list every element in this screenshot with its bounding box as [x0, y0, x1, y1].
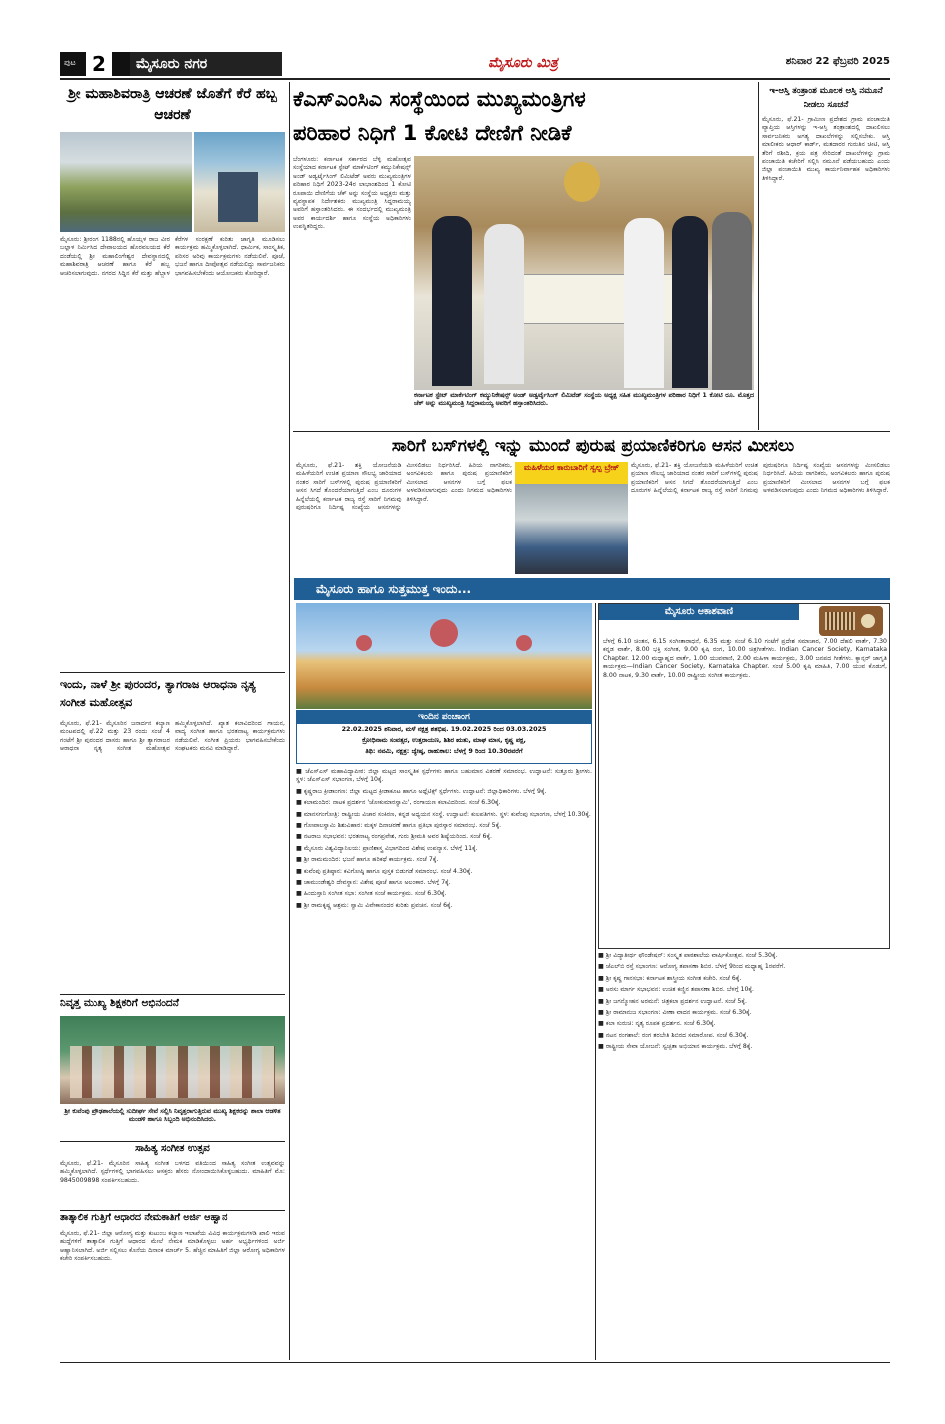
bus-inset-label: ಮಹಿಳೆಯರ ಕಾರುಬಾರಿಗೆ ಸ್ವಲ್ಪ ಬ್ರೇಕ್: [515, 462, 628, 484]
person-2: [484, 224, 524, 384]
recruitment-headline: ತಾತ್ಕಾಲಿಕ ಗುತ್ತಿಗೆ ಆಧಾರದ ನೇಮಕಾತಿಗೆ ಅರ್ಜಿ ಆಹ್ವಾನ: [60, 1212, 228, 1223]
column-rule-right: [758, 82, 759, 430]
masthead-rule: [60, 78, 890, 80]
group-people: [70, 1046, 275, 1098]
panchanga-box: [296, 710, 592, 764]
paper-name: ಮೈಸೂರು ಮಿತ್ರ: [488, 55, 558, 71]
event-item: ■ ರಾಷ್ಟ್ರೀಯ ಸೇವಾ ಯೋಜನೆ: ಸ್ವಚ್ಛತಾ ಅಭಿಯಾನ ಕಾರ್ಯಕ್ರಮ. ಬೆಳಗ್ಗೆ 8ಕ್ಕೆ.: [598, 1043, 753, 1051]
panchanga-title: ಇಂದಿನ ಪಂಚಾಂಗ: [297, 711, 591, 724]
sahitya-body: ಮೈಸೂರು, ಫೆ.21- ಮೈಸೂರಿನ ಸಾಹಿತ್ಯ ಸಂಗೀತ ಬಳಗದ ವತಿಯಿಂದ ಸಾಹಿತ್ಯ ಸಂಗೀತ ಉತ್ಸವವನ್ನು ಹಮ್ಮಿಕೊಳ್ಳಲಾಗಿದೆ. ಸ್ಪರ್ಧೆಗಳಲ್ಲಿ ಭಾಗವಹಿಸಲು ಆಸಕ್ತರು ಹೆಸರು ನೋಂದಾಯಿಸಿಕೊಳ್ಳಬಹುದು. ಮಾಹಿತಿಗೆ ಮೊ: 9845009898 ಸಂಪರ್ಕಿಸಬಹುದು.: [60, 1160, 285, 1184]
felicitation-caption: ಶ್ರೀ ಕುವೆಂಪು ಪ್ರೌಢಶಾಲೆಯಲ್ಲಿ ಸುದೀರ್ಘ ಸೇವೆ ಸಲ್ಲಿಸಿ ನಿವೃತ್ತರಾಗುತ್ತಿರುವ ಮುಖ್ಯ ಶಿಕ್ಷಕರನ್ನು ಶಾಲಾ ಆಡಳಿತ ಮಂಡಳಿ ಹಾಗೂ ಸಿಬ್ಬಂದಿ ಅಭಿನಂದಿಸಿದರು.: [64, 1107, 281, 1124]
palace-dome-left: [356, 635, 372, 651]
event-item: ■ ಶ್ರೀ ರಾಮಾನುಜ ಸಭಾಂಗಣ: ವೀಣಾ ವಾದನ ಕಾರ್ಯಕ್ರಮ. ಸಂಜೆ 6.30ಕ್ಕೆ.: [598, 1009, 752, 1017]
person-4: [672, 216, 708, 388]
event-item: ■ ಕಲಾ ಸುರುಚಿ: ನೃತ್ಯ ರೂಪಕ ಪ್ರದರ್ಶನ. ಸಂಜೆ 6.30ಕ್ಕೆ.: [598, 1020, 716, 1028]
event-item: ■ ಜೆಎಸ್‌ಎಸ್ ಮಹಾವಿದ್ಯಾಪೀಠ: ಜಿಲ್ಲಾ ಮಟ್ಟದ ಸಾಂಸ್ಕೃತಿಕ ಸ್ಪರ್ಧೆಗಳು ಹಾಗೂ ಬಹುಮಾನ ವಿತರಣೆ ಸಮಾರಂಭ. ಉದ್ಘಾಟನೆ: ಸುತ್ತೂರು ಶ್ರೀಗಳು. ಸ್ಥಳ: ಜೆಎಸ್‌ಎಸ್ ಸಭಾಂಗಣ, ಬೆಳಗ್ಗೆ 10ಕ್ಕೆ.: [296, 768, 592, 784]
bus-photo: [515, 484, 628, 574]
event-item: ■ ಶ್ರೀ ವಿದ್ಯಾತೀರ್ಥ ಫೌಂಡೇಷನ್: ಸಂಸ್ಕೃತ ಪಾಠಶಾಲೆಯ ವಾರ್ಷಿಕೋತ್ಸವ. ಸಂಜೆ 5.30ಕ್ಕೆ.: [598, 952, 778, 959]
bus-headline: ಸಾರಿಗೆ ಬಸ್‌ಗಳಲ್ಲಿ ಇನ್ನು ಮುಂದೆ ಪುರುಷ ಪ್ರಯಾಣಿಕರಿಗೂ ಆಸನ ಮೀಸಲು: [391, 436, 795, 456]
palace-dome-right: [516, 635, 532, 651]
palace-dome: [430, 619, 458, 647]
event-item: ■ ಅರಸು ಮಾರ್ಗ ಸಭಾಭವನ: ಉಚಿತ ಕಣ್ಣಿನ ತಪಾಸಣಾ ಶಿಬಿರ. ಬೆಳಗ್ಗೆ 10ಕ್ಕೆ.: [598, 986, 755, 994]
section-title: [130, 52, 282, 76]
page-label: ಪುಟ: [64, 58, 76, 67]
events-list-left: [296, 768, 592, 1360]
felicitation-photo: [60, 1016, 285, 1104]
temple-photo: [194, 132, 285, 232]
person-left: [432, 216, 472, 386]
paper-logo: [468, 52, 578, 74]
left-divider-4: [60, 1210, 285, 1211]
event-item: ■ ಕುವೆಂಪು ಪ್ರತಿಷ್ಠಾನ: ಕವಿಗೋಷ್ಠಿ ಹಾಗೂ ಪುಸ್ತಕ ಬಿಡುಗಡೆ ಸಮಾರಂಭ. ಸಂಜೆ 4.30ಕ್ಕೆ.: [296, 867, 473, 875]
radio-icon: [819, 606, 883, 636]
radio-schedule: ಬೆಳಗ್ಗೆ 6.10 ಚಿಂತನ, 6.15 ಸಂಗೀತಾರಾಧನೆ, 6.35 ಮತ್ತು ಸಂಜೆ 6.10 ಗಂಟೆಗೆ ಪ್ರದೇಶ ಸಮಾಚಾರ, 7.00 ದೆಹಲಿ ವಾರ್ತೆ, 7.30 ಕನ್ನಡ ವಾರ್ತೆ, 8.00 ಭಕ್ತಿ ಸಂಗೀತ, 9.00 ಕೃಷಿ ರಂಗ, 10.00 ಚಿತ್ರಗೀತೆಗಳು. Indian Cancer Society, Karnataka Chapter. 12.00 ಮಧ್ಯಾಹ್ನದ ವಾರ್ತೆ, 1.00 ಯುವವಾಣಿ, 2.00 ಮಹಿಳಾ ಕಾರ್ಯಕ್ರಮ, 3.00 ಜನಪದ ಗೀತೆಗಳು. ಕ್ಯಾನ್ಸರ್ ಜಾಗೃತಿ ಕಾರ್ಯಕ್ರಮ—Indian Cancer Society, Karnataka Chapter. ಸಂಜೆ 5.00 ಕೃಷಿ ಮಾಹಿತಿ, 7.00 ಯುವ ಕೊಡುಗೆ, 8.00 ನಾಟಕ, 9.30 ವಾರ್ತೆ, 10.00 ರಾಷ್ಟ್ರೀಯ ಸಂಗೀತ ಕಾರ್ಯಕ್ರಮ.: [603, 638, 887, 679]
recruitment-body: ಮೈಸೂರು, ಫೆ.21- ಜಿಲ್ಲಾ ಆರೋಗ್ಯ ಮತ್ತು ಕುಟುಂಬ ಕಲ್ಯಾಣ ಇಲಾಖೆಯ ವಿವಿಧ ಕಾರ್ಯಕ್ರಮಗಳಡಿ ಖಾಲಿ ಇರುವ ಹುದ್ದೆಗಳಿಗೆ ತಾತ್ಕಾಲಿಕ ಗುತ್ತಿಗೆ ಆಧಾರದ ಮೇಲೆ ನೇಮಕ ಮಾಡಿಕೊಳ್ಳಲು ಅರ್ಹ ಅಭ್ಯರ್ಥಿಗಳಿಂದ ಅರ್ಜಿ ಆಹ್ವಾನಿಸಲಾಗಿದೆ. ಅರ್ಜಿ ಸಲ್ಲಿಸಲು ಕೊನೆಯ ದಿನಾಂಕ ಮಾರ್ಚ್ 5. ಹೆಚ್ಚಿನ ಮಾಹಿತಿಗೆ ಜಿಲ್ಲಾ ಆರೋಗ್ಯ ಅಧಿಕಾರಿಗಳ ಕಚೇರಿ ಸಂಪರ್ಕಿಸಬಹುದು.: [60, 1230, 285, 1263]
date-text: ಶನಿವಾರ 22 ಫೆಬ್ರವರಿ 2025: [785, 56, 890, 67]
event-item: ■ ಶ್ರೀ ರಾಮಕೃಷ್ಣ ಆಶ್ರಮ: ಸ್ವಾಮಿ ವಿವೇಕಾನಂದರ ಕುರಿತು ಪ್ರವಚನ. ಸಂಜೆ 6ಕ್ಕೆ.: [296, 901, 453, 909]
radio-speaker-icon: [825, 612, 855, 630]
sahitya-headline: ಸಾಹಿತ್ಯ ಸಂಗೀತ ಉತ್ಸವ: [135, 1143, 210, 1154]
lead-body: ಬೆಂಗಳೂರು: ಕರ್ನಾಟಕ ಸರ್ಕಾರದ ಬೆಳ್ಳಿ ಮಹೋತ್ಸವ ಸಂಸ್ಥೆಯಾದ ಕರ್ನಾಟಕ ಸ್ಟೇಟ್ ಮಾರ್ಕೆಟಿಂಗ್ ಕಮ್ಯುನಿಕೇಷನ್ಸ್ ಅಂಡ್ ಅಡ್ವರ್ಟೈಸಿಂಗ್ ಲಿಮಿಟೆಡ್ ಅವರು ಮುಖ್ಯಮಂತ್ರಿಗಳ ಪರಿಹಾರ ನಿಧಿಗೆ 2023-24ರ ಲಾಭಾಂಶದಿಂದ 1 ಕೋಟಿ ರೂಪಾಯಿ ದೇಣಿಗೆಯ ಚೆಕ್ ಅನ್ನು ಸಂಸ್ಥೆಯ ಅಧ್ಯಕ್ಷರು ಮತ್ತು ವ್ಯವಸ್ಥಾಪಕ ನಿರ್ದೇಶಕರು ಮುಖ್ಯಮಂತ್ರಿ ಸಿದ್ದರಾಮಯ್ಯ ಅವರಿಗೆ ಹಸ್ತಾಂತರಿಸಿದರು. ಈ ಸಂದರ್ಭದಲ್ಲಿ ಮುಖ್ಯಮಂತ್ರಿ ಅವರ ಕಾರ್ಯದರ್ಶಿ ಹಾಗೂ ಸಂಸ್ಥೆಯ ಅಧಿಕಾರಿಗಳು ಉಪಸ್ಥಿತರಿದ್ದರು.: [293, 156, 411, 231]
emblem: [564, 162, 600, 202]
lead-headline: ಕೆಎಸ್‌ಎಂಸಿಎ ಸಂಸ್ಥೆಯಿಂದ ಮುಖ್ಯಮಂತ್ರಿಗಳ ಪರಿಹಾರ ನಿಧಿಗೆ 1 ಕೋಟಿ ದೇಣಿಗೆ ನೀಡಿಕೆ: [293, 87, 586, 145]
event-item: ■ ಶ್ರೀ ಜಗನ್ಮೋಹನ ಅರಮನೆ: ಚಿತ್ರಕಲಾ ಪ್ರದರ್ಶನ ಉದ್ಘಾಟನೆ. ಸಂಜೆ 5ಕ್ಕೆ.: [598, 997, 747, 1005]
event-item: ■ ನಟನ ರಂಗಶಾಲೆ: ರಂಗ ತರಬೇತಿ ಶಿಬಿರದ ಸಮಾರೋಪ. ಸಂಜೆ 6.30ಕ್ಕೆ.: [598, 1031, 749, 1039]
section-label: ಮೈಸೂರು ನಗರ: [136, 56, 208, 72]
event-item: ■ ಚಾಮುಂಡೇಶ್ವರಿ ದೇವಸ್ಥಾನ: ವಿಶೇಷ ಪೂಜೆ ಹಾಗೂ ಅಲಂಕಾರ. ಬೆಳಗ್ಗೆ 7ಕ್ಕೆ.: [296, 879, 451, 887]
left-divider-1: [60, 672, 285, 673]
events-list-right: [598, 952, 890, 1360]
event-item: ■ ಕೃಷ್ಣರಾಜ ಕ್ರೀಡಾಂಗಣ: ಜಿಲ್ಲಾ ಮಟ್ಟದ ಕ್ರೀಡಾಕೂಟ ಹಾಗೂ ಅಥ್ಲೆಟಿಕ್ಸ್ ಸ್ಪರ್ಧೆಗಳು. ಉದ್ಘಾಟನೆ: ಜಿಲ್ಲಾಧಿಕಾರಿಗಳು. ಬೆಳಗ್ಗೆ 9ಕ್ಕೆ.: [296, 787, 547, 795]
event-item: ■ ನಟರಾಜ ಸಭಾಭವನ: ಭರತನಾಟ್ಯ ರಂಗಪ್ರವೇಶ, ಗುರು ಶ್ರೀಮತಿ ಅವರ ಶಿಷ್ಯೆಯರಿಂದ. ಸಂಜೆ 6ಕ್ಕೆ.: [296, 833, 493, 841]
issue-date: [725, 56, 890, 74]
panchanga-line-2: ಕ್ರೋಧಿನಾಮ ಸಂವತ್ಸರ, ಉತ್ತರಾಯಣ, ಶಿಶಿರ ಋತು, ಮಾಘ ಮಾಸ, ಕೃಷ್ಣ ಪಕ್ಷ,: [362, 736, 526, 744]
events-banner: ಮೈಸೂರು ಹಾಗೂ ಸುತ್ತಮುತ್ತ ಇಂದು...: [294, 578, 890, 600]
palace-photo: [296, 603, 592, 709]
event-item: ■ ಗೋಪಾಲಸ್ವಾಮಿ ಶಿಶುವಿಹಾರ: ಮಕ್ಕಳ ದಿನಾಚರಣೆ ಹಾಗೂ ಪ್ರತಿಭಾ ಪುರಸ್ಕಾರ ಸಮಾರಂಭ. ಸಂಜೆ 5ಕ್ಕೆ.: [296, 822, 502, 830]
page-bottom-rule: [60, 1362, 890, 1363]
divider-bus: [293, 431, 890, 432]
event-item: ■ ಕಲಾಮಂದಿರ: ನಾಟಕ ಪ್ರದರ್ಶನ 'ಜೋಕುಮಾರಸ್ವಾಮಿ', ರಂಗಾಯಣ ಕಲಾವಿದರಿಂದ. ಸಂಜೆ 6.30ಕ್ಕೆ.: [296, 799, 501, 807]
panchanga-line-1: 22.02.2025 ಶನಿವಾರ, ಮಳೆ ನಕ್ಷತ್ರ ಶತಭಿಷ. 19.02.2025 ರಿಂದ 03.03.2025: [341, 725, 547, 733]
person-3: [624, 218, 664, 388]
event-item: ■ ಜೆಎಲ್‌ಬಿ ರಸ್ತೆ ಸಭಾಂಗಣ: ಆರೋಗ್ಯ ತಪಾಸಣಾ ಶಿಬಿರ. ಬೆಳಗ್ಗೆ 9ರಿಂದ ಮಧ್ಯಾಹ್ನ 1ರವರೆಗೆ.: [598, 963, 786, 971]
radio-dial-icon: [861, 614, 875, 628]
music-festival-body: ಮೈಸೂರು, ಫೆ.21- ಮೈಸೂರಿನ ಜನಾರ್ದನ ಕಲ್ಯಾಣ ಮಂಟಪದಲ್ಲಿ ಫೆ.22 ಮತ್ತು 23 ರಂದು ಸಂಜೆ 4 ಗಂಟೆಗೆ ಶ್ರೀ ಪುರಂದರ ದಾಸರು ಹಾಗೂ ಶ್ರೀ ತ್ಯಾಗರಾಜರ ಆರಾಧನಾ ನೃತ್ಯ ಸಂಗೀತ ಮಹೋತ್ಸವ ಹಮ್ಮಿಕೊಳ್ಳಲಾಗಿದೆ. ಖ್ಯಾತ ಕಲಾವಿದರಿಂದ ಗಾಯನ, ವಾದ್ಯ ಸಂಗೀತ ಹಾಗೂ ಭರತನಾಟ್ಯ ಕಾರ್ಯಕ್ರಮಗಳು ನಡೆಯಲಿವೆ. ಸಂಗೀತ ಪ್ರಿಯರು ಭಾಗವಹಿಸಬೇಕೆಂದು ಸಂಘಟಕರು ಮನವಿ ಮಾಡಿದ್ದಾರೆ.: [60, 720, 285, 753]
event-item: ■ ಶ್ರೀ ಕೃಷ್ಣ ಗಾನಸಭಾ: ಕರ್ನಾಟಕ ಶಾಸ್ತ್ರೀಯ ಸಂಗೀತ ಕಚೇರಿ. ಸಂಜೆ 6ಕ್ಕೆ.: [598, 974, 742, 982]
page-number: 2: [86, 52, 112, 76]
event-item: ■ ಶ್ರೀ ರಾಮಮಂದಿರ: ಭಜನೆ ಹಾಗೂ ಹರಿಕಥೆ ಕಾರ್ಯಕ್ರಮ. ಸಂಜೆ 7ಕ್ಕೆ.: [296, 856, 439, 864]
events-column-rule: [595, 603, 596, 1360]
event-item: ■ ಹಿಂದುಸ್ತಾನಿ ಸಂಗೀತ ಸಭಾ: ಸಂಗೀತ ಸಂಜೆ ಕಾರ್ಯಕ್ರಮ. ಸಂಜೆ 6.30ಕ್ಕೆ.: [296, 890, 447, 898]
bus-body-left: ಮೈಸೂರು, ಫೆ.21- ಶಕ್ತಿ ಯೋಜನೆಯಡಿ ಮಹಿಳೆಯರಿಗೆ ಉಚಿತ ಪ್ರಯಾಣ ಸೌಲಭ್ಯ ಜಾರಿಯಾದ ನಂತರ ಸಾರಿಗೆ ಬಸ್‌ಗಳಲ್ಲಿ ಪುರುಷ ಪ್ರಯಾಣಿಕರಿಗೆ ಆಸನ ಸಿಗದೆ ತೊಂದರೆಯಾಗುತ್ತಿದೆ ಎಂಬ ದೂರುಗಳ ಹಿನ್ನೆಲೆಯಲ್ಲಿ ಕರ್ನಾಟಕ ರಾಜ್ಯ ರಸ್ತೆ ಸಾರಿಗೆ ನಿಗಮವು ಪುರುಷರಿಗೂ ನಿರ್ದಿಷ್ಟ ಸಂಖ್ಯೆಯ ಆಸನಗಳನ್ನು ಮೀಸಲಿಡಲು ನಿರ್ಧರಿಸಿದೆ. ಹಿರಿಯ ನಾಗರಿಕರು, ಅಂಗವಿಕಲರು ಹಾಗೂ ಪುರುಷ ಪ್ರಯಾಣಿಕರಿಗೆ ಮೀಸಲಾದ ಆಸನಗಳ ಬಗ್ಗೆ ಫಲಕ ಅಳವಡಿಸಲಾಗುವುದು ಎಂದು ನಿಗಮದ ಅಧಿಕಾರಿಗಳು ತಿಳಿಸಿದ್ದಾರೆ.: [296, 462, 512, 512]
radio-box: [598, 603, 890, 949]
shivaratri-headline: ಶ್ರೀ ಮಹಾಶಿವರಾತ್ರಿ ಆಚರಣೆ ಜೊತೆಗೆ ಕೆರೆ ಹಬ್ಬ ಆಚರಣೆ: [68, 86, 277, 123]
e-asthi-body: ಮೈಸೂರು, ಫೆ.21- ಗ್ರಾಮೀಣ ಪ್ರದೇಶದ ಗ್ರಾಮ ಪಂಚಾಯಿತಿ ವ್ಯಾಪ್ತಿಯ ಆಸ್ತಿಗಳನ್ನು ಇ-ಆಸ್ತಿ ತಂತ್ರಾಂಶದಲ್ಲಿ ದಾಖಲಿಸಲು ಸಾರ್ವಜನಿಕರು ಅಗತ್ಯ ದಾಖಲೆಗಳನ್ನು ಸಲ್ಲಿಸಬೇಕು. ಆಸ್ತಿ ಮಾಲೀಕರು ಆಧಾರ್ ಕಾರ್ಡ್, ಮತದಾರರ ಗುರುತಿನ ಚೀಟಿ, ಆಸ್ತಿ ತೆರಿಗೆ ರಶೀದಿ, ಕ್ರಯ ಪತ್ರ ಸೇರಿದಂತೆ ದಾಖಲೆಗಳನ್ನು ಗ್ರಾಮ ಪಂಚಾಯಿತಿ ಕಚೇರಿಗೆ ಸಲ್ಲಿಸಿ ನಮೂನೆ ಪಡೆಯಬಹುದು ಎಂದು ಜಿಲ್ಲಾ ಪಂಚಾಯಿತಿ ಮುಖ್ಯ ಕಾರ್ಯನಿರ್ವಾಹಕ ಅಧಿಕಾರಿಗಳು ತಿಳಿಸಿದ್ದಾರೆ.: [762, 116, 890, 182]
lead-photo: [414, 156, 754, 390]
event-item: ■ ಮೈಸೂರು ವಿಶ್ವವಿದ್ಯಾನಿಲಯ: ಪ್ರಾಣಿಶಾಸ್ತ್ರ ವಿಭಾಗದಿಂದ ವಿಶೇಷ ಉಪನ್ಯಾಸ. ಬೆಳಗ್ಗೆ 11ಕ್ಕೆ.: [296, 844, 478, 852]
teacher-headline: ನಿವೃತ್ತ ಮುಖ್ಯ ಶಿಕ್ಷಕರಿಗೆ ಅಭಿನಂದನೆ: [60, 997, 179, 1009]
shivaratri-body: ಮೈಸೂರು: ಶ್ರೀರಂಗ 1188ರಲ್ಲಿ ಹೊಯ್ಸಳ ರಾಜ ವೀರ ಬಲ್ಲಾಳ ನಿರ್ಮಿಸಿದ ದೇವಾಲಯದ ಹೊರವಲಯದ ಕೆರೆ ದಂಡೆಯಲ್ಲಿ ಶ್ರೀ ಮಹಾಲಿಂಗೇಶ್ವರ ದೇವಸ್ಥಾನದಲ್ಲಿ ಮಹಾಶಿವರಾತ್ರಿ ಆಚರಣೆ ಹಾಗೂ ಕೆರೆ ಹಬ್ಬ ಆಚರಿಸಲಾಗುವುದು. ನಗರದ ಸಿದ್ದಿನ ಕೆರೆ ಮತ್ತು ಹೆಬ್ಬಾಳ ಕೆರೆಗಳ ಸಂರಕ್ಷಣೆ ಕುರಿತು ಜಾಗೃತಿ ಮೂಡಿಸಲು ಕಾರ್ಯಕ್ರಮ ಹಮ್ಮಿಕೊಳ್ಳಲಾಗಿದೆ. ಧಾರ್ಮಿಕ, ಸಾಂಸ್ಕೃತಿಕ, ಪರಿಸರ ಅರಿವು ಕಾರ್ಯಕ್ರಮಗಳು ನಡೆಯಲಿವೆ. ಪೂಜೆ, ಭಜನೆ ಹಾಗೂ ದೀಪೋತ್ಸವ ನಡೆಯಲಿದ್ದು ಸಾರ್ವಜನಿಕರು ಭಾಗವಹಿಸಬೇಕೆಂದು ಆಯೋಜಕರು ಕೋರಿದ್ದಾರೆ.: [60, 236, 285, 277]
temple-door: [218, 172, 258, 222]
radio-title: ಮೈಸೂರು ಆಕಾಶವಾಣಿ: [599, 604, 799, 620]
panchanga-line-3: ತಿಥಿ: ನವಮಿ, ನಕ್ಷತ್ರ: ಜ್ಯೇಷ್ಠ, ರಾಹುಕಾಲ: ಬೆಳಗ್ಗೆ 9 ರಿಂದ 10.30ರವರೆಗೆ: [365, 747, 523, 755]
event-item: ■ ಮಾನಸಗಂಗೋತ್ರಿ: ರಾಷ್ಟ್ರೀಯ ವಿಚಾರ ಸಂಕಿರಣ, ಕನ್ನಡ ಅಧ್ಯಯನ ಸಂಸ್ಥೆ. ಉದ್ಘಾಟನೆ: ಕುಲಪತಿಗಳು. ಸ್ಥಳ: ಕುವೆಂಪು ಸಭಾಂಗಣ, ಬೆಳಗ್ಗೆ 10.30ಕ್ಕೆ.: [296, 810, 591, 818]
page-number-block: [60, 52, 130, 76]
bus-body-right: ಮೈಸೂರು, ಫೆ.21- ಶಕ್ತಿ ಯೋಜನೆಯಡಿ ಮಹಿಳೆಯರಿಗೆ ಉಚಿತ ಪ್ರಯಾಣ ಸೌಲಭ್ಯ ಜಾರಿಯಾದ ನಂತರ ಸಾರಿಗೆ ಬಸ್‌ಗಳಲ್ಲಿ ಪುರುಷ ಪ್ರಯಾಣಿಕರಿಗೆ ಆಸನ ಸಿಗದೆ ತೊಂದರೆಯಾಗುತ್ತಿದೆ ಎಂಬ ದೂರುಗಳ ಹಿನ್ನೆಲೆಯಲ್ಲಿ ಕರ್ನಾಟಕ ರಾಜ್ಯ ರಸ್ತೆ ಸಾರಿಗೆ ನಿಗಮವು ಪುರುಷರಿಗೂ ನಿರ್ದಿಷ್ಟ ಸಂಖ್ಯೆಯ ಆಸನಗಳನ್ನು ಮೀಸಲಿಡಲು ನಿರ್ಧರಿಸಿದೆ. ಹಿರಿಯ ನಾಗರಿಕರು, ಅಂಗವಿಕಲರು ಹಾಗೂ ಪುರುಷ ಪ್ರಯಾಣಿಕರಿಗೆ ಮೀಸಲಾದ ಆಸನಗಳ ಬಗ್ಗೆ ಫಲಕ ಅಳವಡಿಸಲಾಗುವುದು ಎಂದು ನಿಗಮದ ಅಧಿಕಾರಿಗಳು ತಿಳಿಸಿದ್ದಾರೆ.: [631, 462, 890, 495]
column-rule-left: [289, 82, 290, 1360]
e-asthi-headline: ಇ-ಆಸ್ತಿ ತಂತ್ರಾಂಶ ಮೂಲಕ ಆಸ್ತಿ ನಮೂನೆ ನೀಡಲು ಸೂಚನೆ: [769, 86, 883, 110]
left-divider-2: [60, 994, 285, 995]
person-right: [712, 212, 752, 390]
left-divider-3: [60, 1141, 285, 1142]
lake-photo: [60, 132, 192, 232]
bus-inset-box: [515, 462, 628, 574]
music-festival-headline: ಇಂದು, ನಾಳೆ ಶ್ರೀ ಪುರಂದರ, ತ್ಯಾಗರಾಜ ಆರಾಧನಾ ನೃತ್ಯ ಸಂಗೀತ ಮಹೋತ್ಸವ: [60, 678, 256, 709]
lead-caption: ಕರ್ನಾಟಕ ಸ್ಟೇಟ್ ಮಾರ್ಕೆಟಿಂಗ್ ಕಮ್ಯುನಿಕೇಷನ್ಸ್ ಅಂಡ್ ಅಡ್ವರ್ಟೈಸಿಂಗ್ ಲಿಮಿಟೆಡ್ ಸಂಸ್ಥೆಯ ಅಧ್ಯಕ್ಷ ಸಹಿತ ಮುಖ್ಯಮಂತ್ರಿಗಳ ಪರಿಹಾರ ನಿಧಿಗೆ 1 ಕೋಟಿ ರೂ. ಮೊತ್ತದ ಚೆಕ್ ಅನ್ನು ಮುಖ್ಯಮಂತ್ರಿ ಸಿದ್ದರಾಮಯ್ಯ ಅವರಿಗೆ ಹಸ್ತಾಂತರಿಸಿದರು.: [414, 392, 754, 408]
